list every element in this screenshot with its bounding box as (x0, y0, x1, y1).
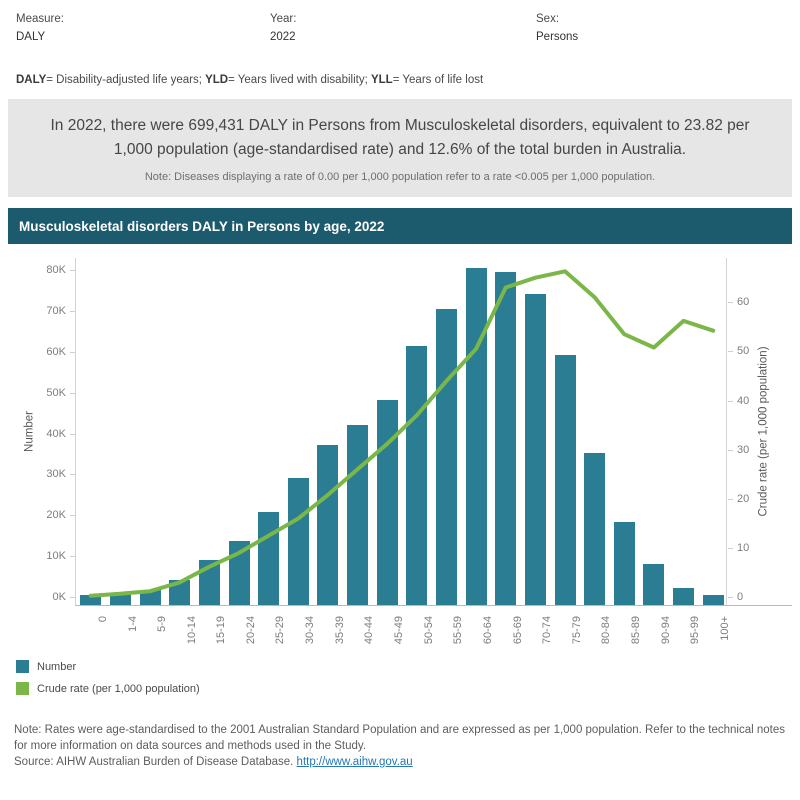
y-axis-title-right: Crude rate (per 1,000 population) (757, 346, 770, 517)
tick-mark (728, 450, 733, 451)
x-label-text: 70-74 (541, 616, 554, 645)
x-label-text: 10-14 (185, 616, 198, 645)
crude-rate-swatch-icon (16, 682, 29, 695)
footer-note: Note: Rates were age-standardised to the 2001 Australian Standard Population and are expressed as per 1,000 population. Refer to the technical notes for more information on data sources and methods used in the Study. (14, 724, 786, 752)
x-label-text: 90-94 (659, 616, 672, 645)
x-label-text: 95-99 (689, 616, 702, 645)
y-left-tick-10K: 10K (46, 550, 66, 562)
x-label-text: 5-9 (156, 616, 169, 632)
y-right-tick-40: 40 (737, 394, 750, 407)
filter-year[interactable] (270, 13, 536, 43)
summary-box (8, 99, 792, 197)
y-right-tick-20: 20 (737, 492, 750, 505)
x-label-text: 1-4 (126, 616, 139, 632)
y-left-tick-50K: 50K (46, 386, 66, 399)
tick-mark (70, 474, 75, 475)
def-yld-term: YLD (205, 74, 229, 86)
x-label-text: 55-59 (452, 616, 465, 645)
chart-area (0, 244, 800, 656)
tick-mark (70, 352, 75, 353)
source-link[interactable]: http://www.aihw.gov.au (296, 756, 413, 768)
x-label-text: 25-29 (274, 616, 287, 645)
x-label-text: 0 (96, 616, 109, 623)
legend-item-number[interactable] (16, 660, 800, 673)
tick-mark (70, 597, 75, 598)
tick-mark (70, 556, 75, 557)
x-label-text: 80-84 (600, 616, 613, 645)
tick-mark (728, 499, 733, 500)
y-right-tick-60: 60 (737, 296, 750, 309)
tick-mark (70, 270, 75, 271)
y-right-tick-0: 0 (737, 591, 744, 604)
x-axis-line (75, 605, 792, 606)
x-label-text: 75-79 (571, 616, 583, 645)
footer-source-text: Source: AIHW Australian Burden of Disease Database. (14, 756, 297, 768)
tick-mark (70, 434, 75, 435)
tick-mark (70, 311, 75, 312)
filter-measure-label: Measure: (16, 13, 64, 25)
x-label-text: 35-39 (333, 616, 346, 645)
y-right-tick-50: 50 (737, 345, 750, 358)
tick-mark (70, 515, 75, 516)
filter-bar (0, 0, 800, 43)
footer-source-line (14, 754, 786, 770)
x-label-text: 30-34 (304, 616, 317, 645)
x-label-text: 50-54 (422, 616, 435, 645)
definitions-line (16, 74, 800, 86)
chart-legend (16, 660, 800, 695)
plot-area (75, 258, 727, 605)
tick-mark (70, 393, 75, 394)
y-left-tick-0K: 0K (52, 590, 66, 603)
y-left-tick-80K: 80K (46, 264, 66, 277)
filter-sex[interactable] (536, 13, 800, 43)
tick-mark (728, 548, 733, 549)
def-yld-text: = Years lived with disability; (228, 74, 371, 86)
chart-title: Musculoskeletal disorders DALY in Persons by age, 2022 (19, 218, 385, 234)
tick-mark (728, 401, 733, 402)
y-right-tick-10: 10 (737, 541, 750, 554)
crude-rate-line[interactable] (76, 258, 728, 605)
filter-sex-value[interactable]: Persons (536, 31, 579, 43)
def-yll-text: = Years of life lost (392, 74, 484, 86)
filter-measure[interactable] (16, 13, 270, 43)
filter-year-value[interactable]: 2022 (270, 31, 296, 43)
legend-label-number: Number (37, 660, 77, 673)
def-yll-term: YLL (370, 74, 393, 86)
x-label-text: 45-49 (393, 616, 406, 645)
y-left-tick-20K: 20K (46, 509, 66, 522)
y-axis-title-left: Number (23, 411, 36, 452)
summary-note: Note: Diseases displaying a rate of 0.00 per 1,000 population refer to a rate <0.005 per 1,000 population. (144, 171, 656, 183)
legend-item-crude-rate[interactable] (16, 682, 800, 695)
tick-mark (728, 302, 733, 303)
tick-mark (728, 351, 733, 352)
legend-label-crude-rate: Crude rate (per 1,000 population) (37, 682, 200, 695)
tick-mark (728, 597, 733, 598)
x-label-text: 100+ (719, 616, 732, 641)
def-daly-term: DALY (16, 74, 47, 86)
x-label-text: 65-69 (511, 616, 524, 645)
y-left-tick-40K: 40K (46, 427, 66, 440)
filter-year-label: Year: (270, 13, 297, 25)
x-label-text: 20-24 (245, 616, 257, 645)
chart-title-banner (8, 208, 792, 244)
summary-headline: In 2022, there were 699,431 DALY in Persons from Musculoskeletal disorders, equivalent to 23.82 per 1,000 population (age-standardised rate) and 12.6% of the total burden in Australia. (50, 117, 750, 158)
y-left-tick-30K: 30K (46, 468, 66, 481)
y-left-tick-70K: 70K (46, 305, 66, 318)
footer (14, 722, 786, 770)
y-right-tick-30: 30 (737, 443, 750, 456)
number-swatch-icon (16, 660, 29, 673)
filter-sex-label: Sex: (536, 13, 560, 25)
x-label-text: 15-19 (215, 616, 228, 645)
x-label-text: 85-89 (630, 616, 643, 645)
def-daly-text: = Disability-adjusted life years; (46, 74, 206, 86)
y-left-tick-60K: 60K (46, 345, 66, 358)
filter-measure-value[interactable]: DALY (16, 31, 46, 43)
x-label-text: 40-44 (363, 616, 376, 645)
x-label-text: 60-64 (482, 616, 495, 645)
